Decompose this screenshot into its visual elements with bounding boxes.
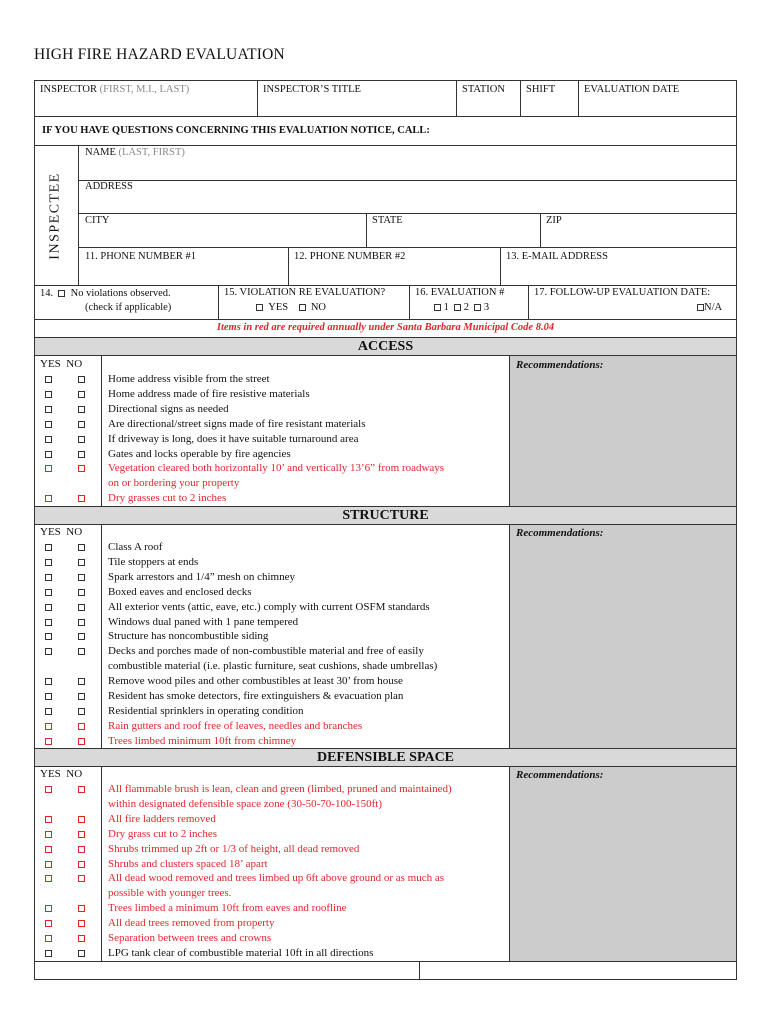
structure-item-6-yes-checkbox[interactable] [45,619,52,626]
questions-notice: IF YOU HAVE QUESTIONS CONCERNING THIS EVALUATION NOTICE, CALL: [42,125,430,136]
phone-2-field[interactable]: 12. PHONE NUMBER #2 [294,251,406,262]
na-checkbox[interactable] [697,304,704,311]
violation-no-checkbox[interactable] [299,304,306,311]
structure-item-9-yes-checkbox[interactable] [45,678,52,685]
structure-item-12-no-checkbox[interactable] [78,723,85,730]
structure-item-9-no-checkbox[interactable] [78,678,85,685]
access-item-6-yes-checkbox[interactable] [45,451,52,458]
structure-item-5-no-checkbox[interactable] [78,604,85,611]
access-item-7-yes-checkbox[interactable] [45,465,52,472]
structure-item-13-yes-checkbox[interactable] [45,738,52,745]
access-item-5-yes-checkbox[interactable] [45,436,52,443]
structure-item-2-no-checkbox[interactable] [78,559,85,566]
defensible-item-3-label: Dry grass cut to 2 inches [108,827,218,840]
defensible-item-10-yes-checkbox[interactable] [45,950,52,957]
access-recommendations-box[interactable] [509,356,737,507]
access-item-5-no-checkbox[interactable] [78,436,85,443]
defensible-item-7-yes-checkbox[interactable] [45,905,52,912]
structure-item-8-yes-checkbox[interactable] [45,648,52,655]
defensible-item-1-label: All flammable brush is lean, clean and green (limbed, pruned and maintained) [108,783,452,795]
structure-yes-header: YES [40,526,61,538]
access-item-3-yes-checkbox[interactable] [45,406,52,413]
defensible-item-8-no-checkbox[interactable] [78,920,85,927]
access-item-4-yes-checkbox[interactable] [45,421,52,428]
defensible-item-6-label-continued: possible with younger trees. [108,887,232,900]
defensible-item-5-label: Shrubs and clusters spaced 18’ apart [108,857,268,870]
structure-item-1-no-checkbox[interactable] [78,544,85,551]
access-item-1-label: Home address visible from the street [108,373,270,385]
structure-item-3-yes-checkbox[interactable] [45,574,52,581]
structure-item-8-no-checkbox[interactable] [78,648,85,655]
access-item-2-label: Home address made of fire resistive materials [108,387,310,400]
access-item-7-label: Vegetation cleared both horizontally 10’ and vertically 13’6” from roadways [108,462,445,475]
defensible-item-3-no-checkbox[interactable] [78,831,85,838]
structure-item-11-yes-checkbox[interactable] [45,708,52,715]
structure-item-9-label: Remove wood piles and other combustibles at least 30’ from house [108,675,403,688]
structure-recommendations-label: Recommendations: [516,527,604,539]
structure-no-header: NO [66,526,83,538]
structure-item-6-no-checkbox[interactable] [78,619,85,626]
access-item-7-label-continued: on or bordering your property [108,477,240,490]
defensible-item-2-yes-checkbox[interactable] [45,816,52,823]
structure-item-1-label: Class A roof [108,541,163,553]
defensible-item-4-label: Shrubs trimmed up 2ft or 1/3 of height, all dead removed [108,842,360,855]
defensible-item-3-yes-checkbox[interactable] [45,831,52,838]
required-items-note: Items in red are required annually under Santa Barbara Municipal Code 8.04 [216,322,555,333]
evaluation-number-label: 16. EVALUATION # [415,287,505,298]
state-field[interactable]: STATE [372,215,403,226]
defensible-item-9-yes-checkbox[interactable] [45,935,52,942]
structure-item-4-label: Boxed eaves and enclosed decks [108,585,252,598]
access-item-8-no-checkbox[interactable] [78,495,85,502]
structure-item-12-label: Rain gutters and roof free of leaves, needles and branches [108,719,363,732]
defensible-item-9-no-checkbox[interactable] [78,935,85,942]
structure-item-7-yes-checkbox[interactable] [45,633,52,640]
structure-item-11-no-checkbox[interactable] [78,708,85,715]
inspectee-side-label: INSPECTEE [48,172,64,260]
defensible-item-8-yes-checkbox[interactable] [45,920,52,927]
structure-item-11-label: Residential sprinklers in operating condition [108,704,304,717]
form-title: HIGH FIRE HAZARD EVALUATION [34,46,285,63]
structure-item-3-label: Spark arrestors and 1/4” mesh on chimney [108,570,295,583]
defensible-item-9-label: Separation between trees and crowns [108,932,272,944]
structure-item-13-no-checkbox[interactable] [78,738,85,745]
structure-item-10-yes-checkbox[interactable] [45,693,52,700]
defensible-item-10-no-checkbox[interactable] [78,950,85,957]
access-yes-header: YES [40,358,61,370]
defensible-item-6-yes-checkbox[interactable] [45,875,52,882]
footer-row [34,962,737,980]
access-item-3-no-checkbox[interactable] [78,406,85,413]
evaluation-date-field[interactable]: EVALUATION DATE [584,84,680,95]
defensible-item-10-label: LPG tank clear of combustible material 10ft in all directions [108,946,374,959]
structure-item-8-label-continued: combustible material (i.e. plastic furniture, seat cushions, shade umbrellas) [108,660,438,673]
evaluation-1-checkbox[interactable] [434,304,441,311]
defensible-item-1-no-checkbox[interactable] [78,786,85,793]
structure-item-2-yes-checkbox[interactable] [45,559,52,566]
structure-item-5-label: All exterior vents (attic, eave, etc.) comply with current OSFM standards [108,600,430,613]
station-field[interactable]: STATION [462,84,505,95]
defensible-title: DEFENSIBLE SPACE [316,750,455,765]
defensible-item-5-no-checkbox[interactable] [78,861,85,868]
defensible-item-1-label-continued: within designated defensible space zone (30-50-70-100-150ft) [108,797,382,810]
access-item-3-label: Directional signs as needed [108,402,229,415]
defensible-item-7-no-checkbox[interactable] [78,905,85,912]
access-item-2-no-checkbox[interactable] [78,391,85,398]
check-hint: (check if applicable) [85,302,172,313]
access-item-1-no-checkbox[interactable] [78,376,85,383]
access-item-4-label: Are directional/street signs made of fire resistant materials [108,417,366,430]
structure-recommendations-box[interactable] [509,525,737,749]
access-item-2-yes-checkbox[interactable] [45,391,52,398]
structure-item-12-yes-checkbox[interactable] [45,723,52,730]
defensible-item-4-yes-checkbox[interactable] [45,846,52,853]
structure-item-6-label: Windows dual paned with 1 pane tempered [108,615,299,628]
defensible-item-4-no-checkbox[interactable] [78,846,85,853]
defensible-recommendations-box[interactable] [509,767,737,962]
violation-re-eval-label: 15. VIOLATION RE EVALUATION? [224,287,386,298]
no-violations-checkbox[interactable] [58,290,65,297]
defensible-recommendations-label: Recommendations: [516,769,604,781]
evaluation-3-checkbox[interactable] [474,304,481,311]
access-item-5-label: If driveway is long, does it have suitable turnaround area [108,432,359,445]
defensible-no-header: NO [66,768,83,780]
defensible-item-5-yes-checkbox[interactable] [45,861,52,868]
defensible-item-8-label: All dead trees removed from property [108,917,275,930]
access-item-8-yes-checkbox[interactable] [45,495,52,502]
structure-item-2-label: Tile stoppers at ends [108,555,199,568]
structure-item-3-no-checkbox[interactable] [78,574,85,581]
address-field[interactable]: ADDRESS [85,181,133,192]
name-field[interactable]: NAME (LAST, FIRST) [85,147,185,158]
violation-yes-checkbox[interactable] [256,304,263,311]
structure-item-7-label: Structure has noncombustible siding [108,630,269,643]
access-item-6-no-checkbox[interactable] [78,451,85,458]
structure-item-7-no-checkbox[interactable] [78,633,85,640]
no-violations-label: No violations observed. [70,288,171,299]
access-no-header: NO [66,358,83,370]
structure-item-10-no-checkbox[interactable] [78,693,85,700]
access-title: ACCESS [357,339,414,354]
defensible-item-6-label: All dead wood removed and trees limbed up 6ft above ground or as much as [108,872,445,885]
evaluation-2-checkbox[interactable] [454,304,461,311]
zip-field[interactable]: ZIP [546,215,562,226]
access-item-1-yes-checkbox[interactable] [45,376,52,383]
defensible-item-2-no-checkbox[interactable] [78,816,85,823]
access-item-4-no-checkbox[interactable] [78,421,85,428]
inspector-title-field[interactable]: INSPECTOR’S TITLE [263,84,361,95]
access-item-6-label: Gates and locks operable by fire agencies [108,447,291,460]
access-item-7-no-checkbox[interactable] [78,465,85,472]
defensible-yes-header: YES [40,768,61,780]
structure-item-4-no-checkbox[interactable] [78,589,85,596]
structure-item-4-yes-checkbox[interactable] [45,589,52,596]
shift-field[interactable]: SHIFT [526,84,556,95]
access-recommendations-label: Recommendations: [516,359,604,371]
defensible-item-1-yes-checkbox[interactable] [45,786,52,793]
structure-item-10-label: Resident has smoke detectors, fire extinguishers & evacuation plan [108,690,404,702]
structure-item-13-label: Trees limbed minimum 10ft from chimney [108,734,297,747]
followup-date-field[interactable]: 17. FOLLOW-UP EVALUATION DATE: [534,287,711,298]
email-field[interactable]: 13. E-MAIL ADDRESS [506,251,608,262]
phone-1-field[interactable]: 11. PHONE NUMBER #1 [85,251,197,262]
structure-item-1-yes-checkbox[interactable] [45,544,52,551]
inspector-field[interactable]: INSPECTOR (FIRST, M.I., LAST) [40,84,190,95]
defensible-item-2-label: All fire ladders removed [108,812,216,825]
defensible-item-6-no-checkbox[interactable] [78,875,85,882]
structure-item-8-label: Decks and porches made of non-combustible material and free of easily [108,645,424,658]
structure-title: STRUCTURE [342,508,429,523]
defensible-item-7-label: Trees limbed a minimum 10ft from eaves and roofline [108,902,347,915]
structure-item-5-yes-checkbox[interactable] [45,604,52,611]
access-item-8-label: Dry grasses cut to 2 inches [108,492,227,505]
city-field[interactable]: CITY [85,215,110,226]
